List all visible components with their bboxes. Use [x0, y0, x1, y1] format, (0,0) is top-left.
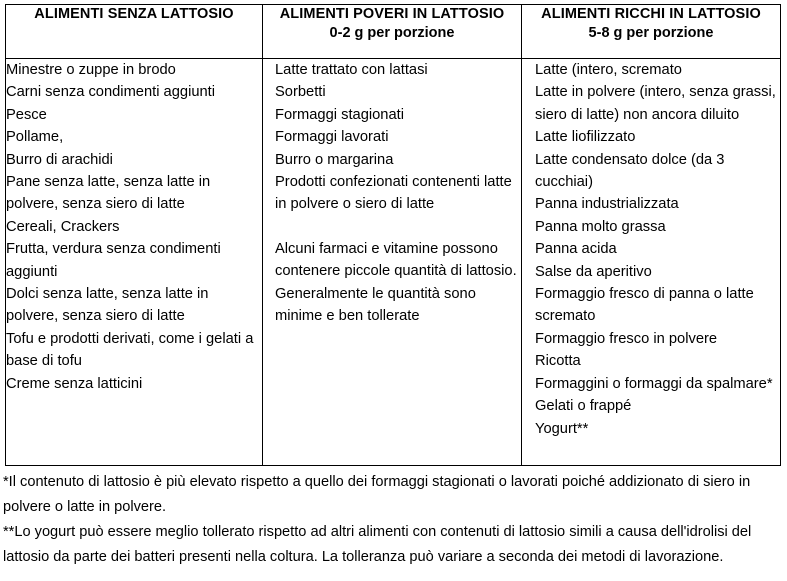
list-item: Tofu e prodotti derivati, come i gelati a base di tofu	[6, 330, 254, 370]
list-item: Pesce	[6, 106, 47, 123]
column-header-no-lactose	[6, 5, 263, 59]
list-item: Dolci senza latte, senza latte in polvere, senza siero di latte	[6, 286, 209, 325]
list-item: Panna molto grassa	[535, 218, 666, 235]
list-item: Pane senza latte, senza latte in polvere, senza siero di latte	[6, 174, 211, 213]
list-item: Latte trattato con lattasi	[275, 62, 428, 78]
list-item: Minestre o zuppe in brodo	[6, 62, 176, 78]
footnotes-section	[3, 470, 784, 570]
column-header-high-lactose-title: ALIMENTI RICCHI IN LATTOSIO	[541, 6, 761, 22]
food-list-no-lactose	[6, 59, 262, 395]
list-item: Panna acida	[535, 241, 617, 258]
list-item: Ricotta	[535, 353, 581, 370]
column-note-low-lactose: Alcuni farmaci e vitamine possono contenere piccole quantità di lattosio. Generalmente le quantità sono minime e ben tollerate	[275, 240, 517, 325]
column-header-high-lactose-subtitle: 5-8 g per porzione	[588, 25, 714, 41]
food-list-high-lactose	[535, 59, 780, 440]
list-item: Latte liofilizzato	[535, 129, 636, 146]
list-item: Formaggi stagionati	[275, 106, 404, 123]
table-header-row	[6, 5, 781, 59]
list-item: Cereali, Crackers	[6, 218, 120, 235]
column-body-no-lactose	[6, 59, 263, 466]
food-list-low-lactose	[275, 59, 521, 216]
list-item: Formaggini o formaggi da spalmare*	[535, 375, 773, 392]
list-item: Formaggio fresco di panna o latte scremato	[535, 286, 754, 325]
column-header-low-lactose-title: ALIMENTI POVERI IN LATTOSIO	[279, 6, 505, 22]
column-header-low-lactose	[263, 5, 522, 59]
list-item: Carni senza condimenti aggiunti	[6, 84, 216, 101]
list-item: Prodotti confezionati contenenti latte in polvere o siero di latte	[275, 174, 512, 213]
column-body-low-lactose	[263, 59, 522, 466]
list-item: Pollame,	[6, 129, 64, 146]
list-item: Yogurt**	[535, 420, 589, 437]
list-item: Panna industrializzata	[535, 196, 679, 213]
lactose-table-container	[5, 4, 780, 466]
footnote-double-asterisk: **Lo yogurt può essere meglio tollerato rispetto ad altri alimenti con contenuti di lattosio simili a causa dell'idrolisi del lattosio da parte dei batteri presenti nella coltura. La tolleranza può variare a seconda dei metodi di lavorazione.	[3, 524, 752, 565]
table-body-row	[6, 59, 781, 466]
list-item: Latte condensato dolce (da 3 cucchiai)	[535, 151, 725, 191]
column-header-high-lactose	[522, 5, 781, 59]
column-header-no-lactose-title: ALIMENTI SENZA LATTOSIO	[34, 6, 234, 22]
list-item: Burro di arachidi	[6, 151, 113, 168]
column-header-low-lactose-subtitle: 0-2 g per porzione	[329, 25, 455, 41]
lactose-content-table	[5, 4, 781, 466]
list-item: Burro o margarina	[275, 151, 394, 168]
list-item: Creme senza latticini	[6, 375, 143, 392]
list-item: Sorbetti	[275, 84, 326, 101]
list-item: Formaggio fresco in polvere	[535, 330, 718, 347]
column-body-high-lactose	[522, 59, 781, 466]
list-item: Gelati o frappé	[535, 398, 632, 415]
list-item: Latte (intero, scremato	[535, 62, 682, 78]
list-item: Salse da aperitivo	[535, 263, 652, 280]
list-item: Formaggi lavorati	[275, 129, 389, 146]
list-item: Frutta, verdura senza condimenti aggiunti	[6, 241, 221, 280]
list-item: Latte in polvere (intero, senza grassi, siero di latte) non ancora diluito	[535, 84, 776, 123]
footnote-single-asterisk: *Il contenuto di lattosio è più elevato rispetto a quello dei formaggi stagionati o lavorati poiché addizionato di siero in polvere o latte in polvere.	[3, 474, 751, 515]
